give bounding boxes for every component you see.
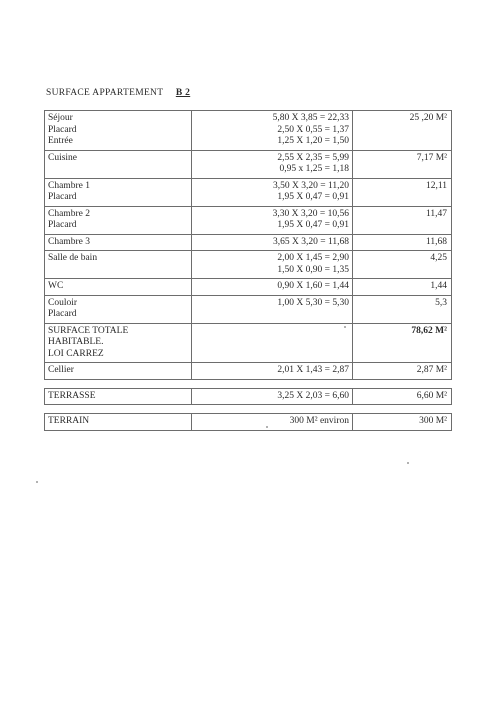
calculation-cell (192, 151, 353, 178)
table-row (44, 251, 452, 279)
surface-value: 4,25 (430, 253, 447, 263)
room-cell (44, 151, 192, 178)
scan-speck (36, 481, 38, 483)
surface-cell (353, 235, 452, 251)
calculation: 1,25 X 1,20 = 1,50 (277, 136, 349, 146)
calculation-cell (192, 279, 353, 295)
calculation: 2,50 X 0,55 = 1,37 (277, 124, 349, 135)
title-text: SURFACE APPARTEMENT (46, 88, 164, 98)
calculation: 1,95 X 0,47 = 0,91 (277, 220, 349, 230)
room-cell (44, 414, 192, 430)
surface-value: 25 ,20 M² (409, 113, 447, 123)
room-name: Cuisine (48, 152, 78, 163)
total-label: LOI CARREZ (48, 348, 104, 359)
calculation-cell (192, 111, 353, 150)
surface-value: 12,11 (425, 180, 447, 191)
surface-cell (353, 151, 452, 178)
total-label: SURFACE TOTALE (48, 325, 129, 336)
room-name: Chambre 1 (48, 180, 90, 191)
apartment-reference: B 2 (175, 88, 191, 98)
total-label-cell (44, 324, 192, 363)
surface-cell (353, 111, 452, 150)
calculation-cell (192, 207, 353, 234)
room-name: Placard (48, 192, 77, 202)
room-cell (44, 179, 192, 206)
room-name: Placard (48, 124, 77, 135)
surface-cell (353, 207, 452, 234)
surface-table (44, 110, 452, 431)
calculation: 2,01 X 1,43 = 2,87 (277, 365, 349, 375)
total-surface-cell (353, 324, 452, 363)
terrain-row (44, 413, 452, 431)
surface-value: 11,68 (425, 236, 447, 247)
total-row (44, 324, 452, 364)
calculation-cell (192, 179, 353, 206)
table-row (44, 179, 452, 207)
room-cell (44, 363, 192, 379)
room-name: Chambre 2 (48, 208, 90, 219)
scan-speck (266, 426, 268, 428)
surface-cell (353, 414, 452, 430)
calculation: 1,00 X 5,30 = 5,30 (277, 297, 349, 308)
surface-value: 300 M² (419, 416, 447, 426)
scan-speck (344, 326, 346, 328)
surface-value: 5,3 (435, 297, 447, 308)
surface-cell (353, 363, 452, 379)
surface-value: 7,17 M² (416, 152, 447, 163)
room-cell (44, 279, 192, 295)
table-row (44, 207, 452, 235)
calculation: 2,00 X 1,45 = 2,90 (277, 253, 349, 263)
scan-speck (407, 462, 409, 464)
surface-cell (353, 179, 452, 206)
table-row (44, 235, 452, 252)
room-name: Cellier (48, 365, 74, 375)
calculation: 5,80 X 3,85 = 22,33 (272, 113, 349, 123)
room-cell (44, 235, 192, 251)
calculation-cell (192, 389, 353, 405)
cellier-row (44, 363, 452, 380)
calculation-cell (192, 324, 353, 363)
calculation: 300 M² environ (289, 416, 349, 426)
calculation: 0,90 X 1,60 = 1,44 (277, 281, 349, 291)
room-name: Entrée (48, 136, 73, 146)
room-name: Couloir (48, 297, 78, 308)
surface-cell (353, 389, 452, 405)
room-name: Salle de bain (48, 253, 98, 263)
calculation: 3,30 X 3,20 = 10,56 (272, 208, 349, 219)
surface-value: 11,47 (425, 208, 447, 219)
surface-value: 2,87 M² (416, 365, 447, 375)
room-cell (44, 251, 192, 278)
calculation-cell (192, 414, 353, 430)
room-cell (44, 111, 192, 150)
surface-value: 1,44 (430, 281, 447, 291)
room-name: TERRAIN (48, 416, 90, 426)
calculation-cell (192, 296, 353, 323)
calculation: 3,25 X 2,03 = 6,60 (277, 390, 349, 401)
terrasse-row (44, 388, 452, 406)
room-name: Placard (48, 309, 77, 319)
calculation-cell (192, 251, 353, 278)
room-name: Chambre 3 (48, 236, 90, 247)
table-row (44, 296, 452, 324)
total-label: HABITABLE. (48, 337, 104, 347)
calculation-cell (192, 363, 353, 379)
table-row (44, 111, 452, 151)
surface-cell (353, 279, 452, 295)
total-surface-value: 78,62 M² (411, 325, 447, 336)
document-title (46, 88, 190, 98)
room-name: Placard (48, 220, 77, 230)
calculation: 0,95 x 1,25 = 1,18 (279, 164, 349, 174)
room-cell (44, 207, 192, 234)
room-cell (44, 296, 192, 323)
room-name: WC (48, 281, 64, 291)
calculation: 3,50 X 3,20 = 11,20 (273, 180, 349, 191)
surface-cell (353, 251, 452, 278)
room-cell (44, 389, 192, 405)
room-name: TERRASSE (48, 390, 96, 401)
calculation: 3,65 X 3,20 = 11,68 (273, 236, 349, 247)
surface-value: 6,60 M² (416, 390, 447, 401)
calculation: 2,55 X 2,35 = 5,99 (277, 152, 349, 163)
table-row (44, 279, 452, 296)
calculation: 1,50 X 0,90 = 1,35 (277, 264, 349, 275)
room-name: Séjour (48, 113, 73, 123)
table-row (44, 151, 452, 179)
calculation-cell (192, 235, 353, 251)
calculation: 1,95 X 0,47 = 0,91 (277, 192, 349, 202)
surface-cell (353, 296, 452, 323)
